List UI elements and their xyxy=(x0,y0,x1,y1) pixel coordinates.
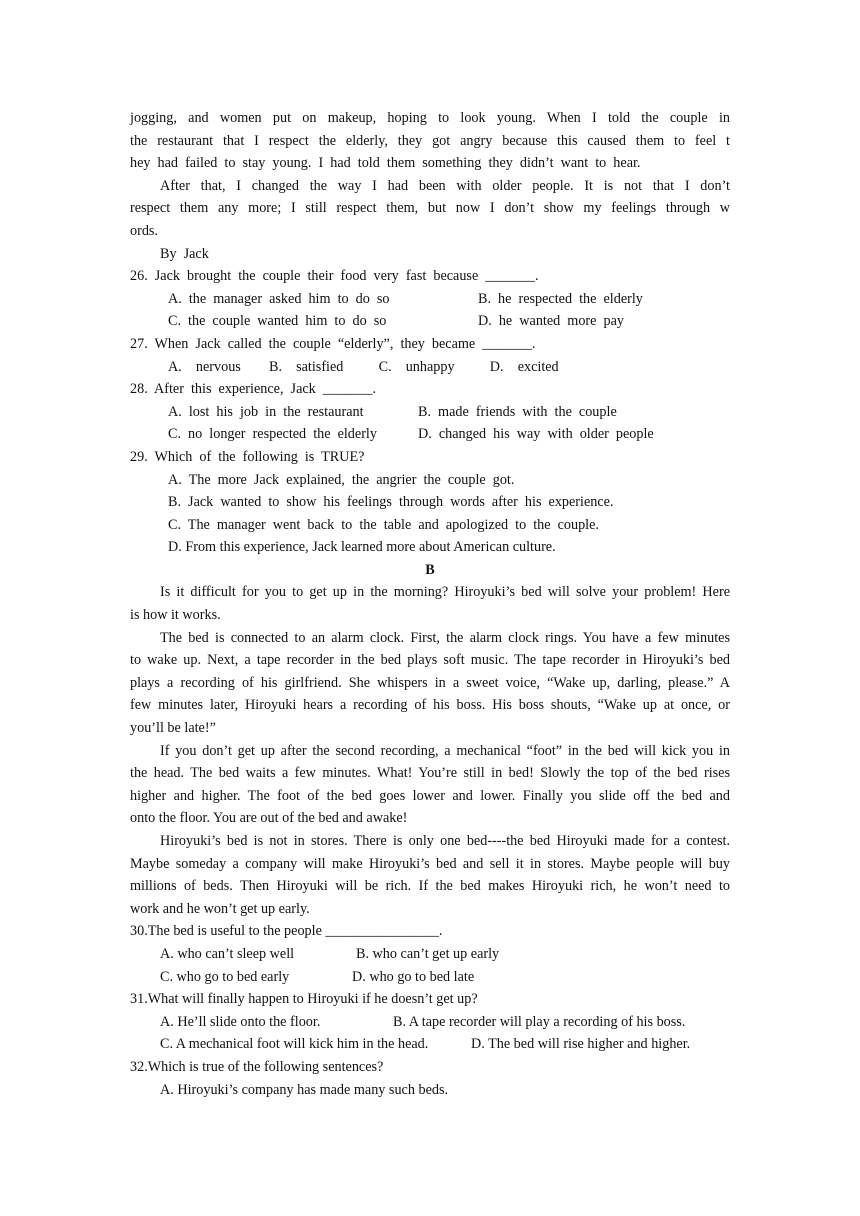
question-stem: 27. When Jack called the couple “elderly”, they became _______. xyxy=(130,335,536,352)
option-row xyxy=(130,1033,730,1056)
passage-a xyxy=(130,107,730,265)
option-row xyxy=(130,1011,730,1034)
option-row xyxy=(130,966,730,989)
passage-b-line: If you don’t get up after the second recording, a mechanical “foot” in the bed will kick you in xyxy=(160,742,730,759)
option: A. The more Jack explained, the angrier the couple got. xyxy=(168,471,515,488)
option: B. he respected the elderly xyxy=(478,290,643,307)
option: B. made friends with the couple xyxy=(418,403,617,420)
passage-b-line: plays a recording of his girlfriend. She whispers in a sweet voice, “Wake up, darling, please.” A xyxy=(130,674,730,691)
option-row xyxy=(130,401,730,424)
question-stem: 26. Jack brought the couple their food very fast because _______. xyxy=(130,268,539,285)
passage-b-line: onto the floor. You are out of the bed and awake! xyxy=(130,810,408,827)
passage-a-line: the restaurant that I respect the elderly, they got angry because this caused them to feel t xyxy=(130,132,730,149)
passage-b-line: Hiroyuki’s bed is not in stores. There is only one bed----the bed Hiroyuki made for a contest. xyxy=(160,833,730,849)
option: C. A mechanical foot will kick him in the head. xyxy=(160,1036,429,1053)
question-stem: 29. Which of the following is TRUE? xyxy=(130,448,365,465)
passage-b-line: millions of beds. Then Hiroyuki will be rich. If the bed makes Hiroyuki rich, he won’t need to xyxy=(130,878,730,895)
option: B. A tape recorder will play a recording of his boss. xyxy=(393,1013,686,1030)
passage-a-line: hey had failed to stay young. I had told them something they didn’t want to hear. xyxy=(130,155,641,172)
passage-a-line: respect them any more; I still respect them, but now I don’t show my feelings through w xyxy=(130,200,730,217)
option: B. who can’t get up early xyxy=(356,945,500,962)
passage-a-line: jogging, and women put on makeup, hoping to look young. When I told the couple in xyxy=(130,110,730,126)
option: D. changed his way with older people xyxy=(418,426,654,443)
question-stem: 32.Which is true of the following sentences? xyxy=(130,1058,384,1075)
section-heading: B xyxy=(425,561,435,578)
option-row xyxy=(130,310,730,333)
option: A. who can’t sleep well xyxy=(160,945,295,962)
option: C. who go to bed early xyxy=(160,968,290,985)
passage-b-line: Maybe someday a company will make Hiroyuki’s bed and sell it in stores. Maybe people will buy xyxy=(130,855,730,872)
passage-b-line: work and he won’t get up early. xyxy=(130,900,310,917)
passage-b-line: to wake up. Next, a tape recorder in the bed plays soft music. The tape recorder in Hiroyuki’s bed xyxy=(130,652,730,669)
option-row: A. nervous B. satisfied C. unhappy D. excited xyxy=(168,358,559,375)
question-stem: 28. After this experience, Jack _______. xyxy=(130,381,377,398)
option: A. Hiroyuki’s company has made many such beds. xyxy=(160,1081,449,1098)
passage-b-line: Is it difficult for you to get up in the morning? Hiroyuki’s bed will solve your problem! Here xyxy=(160,584,730,601)
option: C. The manager went back to the table and apologized to the couple. xyxy=(168,516,599,533)
question-stem: 31.What will finally happen to Hiroyuki if he doesn’t get up? xyxy=(130,991,478,1008)
passage-b-line: you’ll be late!” xyxy=(130,720,216,737)
questions-a xyxy=(130,265,730,559)
passage-b-line: The bed is connected to an alarm clock. First, the alarm clock rings. You have a few minutes xyxy=(160,629,730,646)
option-row xyxy=(130,423,730,446)
option: C. no longer respected the elderly xyxy=(168,426,377,443)
passage-b-line: higher and higher. The foot of the bed goes lower and lower. Finally you slide off the bed and xyxy=(130,787,730,804)
option: B. Jack wanted to show his feelings through words after his experience. xyxy=(168,494,614,511)
option-row xyxy=(130,288,730,311)
passage-b-line: the head. The bed waits a few minutes. What! You’re still in bed! Slowly the top of the bed rises xyxy=(130,765,730,782)
option: D. The bed will rise higher and higher. xyxy=(471,1036,691,1053)
option: A. He’ll slide onto the floor. xyxy=(160,1013,321,1030)
option: A. lost his job in the restaurant xyxy=(168,403,364,420)
option: A. the manager asked him to do so xyxy=(168,290,390,307)
option: D. who go to bed late xyxy=(352,968,475,985)
option: D. From this experience, Jack learned more about American culture. xyxy=(168,539,556,556)
passage-b-line: is how it works. xyxy=(130,607,221,624)
passage-a-line: After that, I changed the way I had been with older people. It is not that I don’t xyxy=(160,177,730,194)
passage-b-line: few minutes later, Hiroyuki hears a recording of his boss. His boss shouts, “Wake up at once, or xyxy=(130,697,730,714)
author-signature: By Jack xyxy=(160,245,209,262)
option: C. the couple wanted him to do so xyxy=(168,313,387,330)
passage-a-line: ords. xyxy=(130,222,158,239)
question-stem: 30.The bed is useful to the people ________________. xyxy=(130,923,443,940)
option-row xyxy=(130,943,730,966)
passage-b xyxy=(130,581,730,920)
questions-b xyxy=(130,920,730,1101)
option: D. he wanted more pay xyxy=(478,313,624,330)
